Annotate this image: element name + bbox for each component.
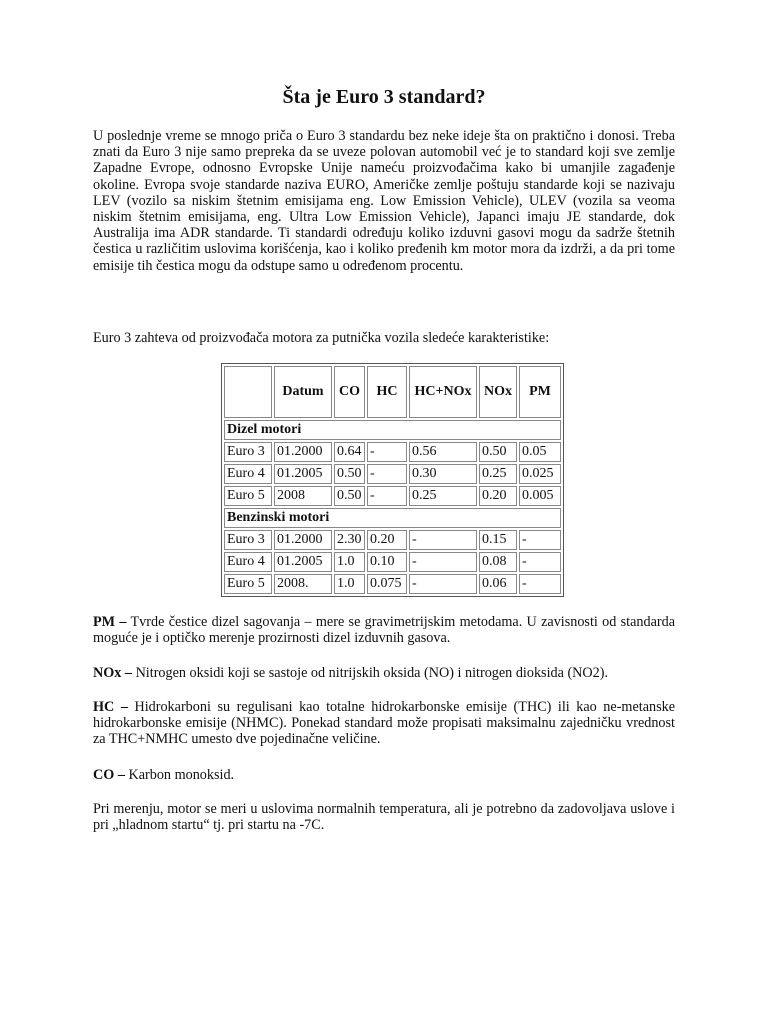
table-cell: 0.10: [367, 552, 407, 572]
table-header-row: [224, 366, 561, 418]
section-row-petrol: [224, 508, 561, 528]
table-cell: 0.30: [409, 464, 477, 484]
table-cell: Euro 5: [224, 574, 272, 594]
table-cell: 0.005: [519, 486, 561, 506]
table-cell: 0.075: [367, 574, 407, 594]
table-cell: 0.025: [519, 464, 561, 484]
requirements-intro: Euro 3 zahteva od proizvođača motora za putnička vozila sledeće karakteristike:: [93, 330, 550, 346]
table-cell: -: [367, 464, 407, 484]
document-title: Šta je Euro 3 standard?: [282, 86, 486, 108]
table-cell: -: [519, 552, 561, 572]
header-hc-nox: HC+NOx: [409, 366, 477, 418]
definition-pm: [93, 614, 675, 646]
table-row: [224, 464, 561, 484]
table-cell: 0.64: [334, 442, 365, 462]
definition-text-pm: Tvrde čestice dizel sagovanja – mere se gravimetrijskim metodama. U zavisnosti od standarda moguće je i optičko merenje prozirnosti dizel izduvnih gasova.: [93, 614, 675, 647]
table-row: [224, 486, 561, 506]
section-row-diesel: [224, 420, 561, 440]
table-cell: 2.30: [334, 530, 365, 550]
definition-text-hc: Hidrokarboni su regulisani kao totalne hidrokarbonske emisije (THC) ili kao ne-metanske hidrokarbonske emisije (NHMC). Ponekad standard može propisati maksimalnu zajedničku vrednost za THC+NMHC umesto dve pojedinačne veličine.: [93, 699, 676, 748]
definition-term-pm: PM –: [93, 614, 127, 630]
table-cell: 1.0: [334, 574, 365, 594]
table-cell: 0.08: [479, 552, 517, 572]
table-cell: -: [367, 486, 407, 506]
header-co: CO: [334, 366, 365, 418]
table-row: [224, 552, 561, 572]
table-cell: 01.2000: [274, 442, 332, 462]
table-cell: 0.20: [479, 486, 517, 506]
table-cell: Euro 3: [224, 530, 272, 550]
header-hc: HC: [367, 366, 407, 418]
table-cell: 0.56: [409, 442, 477, 462]
table-cell: Euro 3: [224, 442, 272, 462]
table-cell: -: [367, 442, 407, 462]
intro-paragraph: U poslednje vreme se mnogo priča o Euro 3 standardu bez neke ideje šta on praktično i donosi. Treba znati da Euro 3 nije samo prepreka da se uveze polovan automobil već je to standard koji sve zemlje Zapadne Evrope, odnosno Evropske Unije nameću proizvođačima kako bi umanjile zagađenje okoline. Evropa svoje standarde naziva EURO, Američke zemlje poštuju standarde koji se nazivaju LEV (vozilo sa niskim štetnim emisijama eng. Low Emission Vehicle), ULEV (vozila sa veoma niskim štetnim emisijama, eng. Ultra Low Emission Vehicle), Japanci imaju JE standarde, dok Australija ima ADR standarde. Ti standardi određuju koliko izduvni gasovi mogu da sadrže štetnih čestica u različitim uslovima korišćenja, kao i koliko pređenih km motor mora da izdrži, a da pri tome emisije tih čestica mogu da odstupe samo u određenom procentu.: [93, 128, 675, 274]
definition-term-nox: NOx –: [93, 665, 133, 681]
table-cell: Euro 5: [224, 486, 272, 506]
table-cell: -: [519, 530, 561, 550]
table-row: [224, 530, 561, 550]
header-empty: [224, 366, 272, 418]
definition-nox: [93, 665, 675, 681]
header-nox: NOx: [479, 366, 517, 418]
table-cell: 0.25: [479, 464, 517, 484]
definition-text-nox: Nitrogen oksidi koji se sastoje od nitrijskih oksida (NO) i nitrogen dioksida (NO2).: [132, 665, 609, 681]
table-cell: 0.15: [479, 530, 517, 550]
table-cell: 0.05: [519, 442, 561, 462]
table-cell: 2008: [274, 486, 332, 506]
table-cell: 01.2005: [274, 552, 332, 572]
table-cell: Euro 4: [224, 552, 272, 572]
definition-hc: [93, 699, 675, 748]
table-cell: Euro 4: [224, 464, 272, 484]
table-cell: 2008.: [274, 574, 332, 594]
table-cell: -: [409, 552, 477, 572]
header-datum: Datum: [274, 366, 332, 418]
table-cell: 0.50: [334, 464, 365, 484]
table-cell: 0.20: [367, 530, 407, 550]
definition-text-co: Karbon monoksid.: [124, 767, 235, 783]
table-cell: 0.06: [479, 574, 517, 594]
section-label-diesel: Dizel motori: [224, 420, 561, 440]
table-cell: -: [409, 530, 477, 550]
definition-term-co: CO –: [93, 767, 125, 783]
closing-paragraph: Pri merenju, motor se meri u uslovima normalnih temperatura, ali je potrebno da zadovoljava uslove i pri „hladnom startu“ tj. pri startu na -7C.: [93, 801, 675, 834]
definition-term-hc: HC –: [93, 699, 128, 715]
table-row: [224, 442, 561, 462]
table-cell: 01.2000: [274, 530, 332, 550]
table-cell: 0.25: [409, 486, 477, 506]
definition-co: [93, 767, 675, 783]
table-cell: -: [519, 574, 561, 594]
table-cell: 0.50: [334, 486, 365, 506]
emissions-table: [221, 363, 564, 597]
table-cell: 1.0: [334, 552, 365, 572]
section-label-petrol: Benzinski motori: [224, 508, 561, 528]
table-cell: 01.2005: [274, 464, 332, 484]
table-row: [224, 574, 561, 594]
header-pm: PM: [519, 366, 561, 418]
table-cell: -: [409, 574, 477, 594]
table-cell: 0.50: [479, 442, 517, 462]
